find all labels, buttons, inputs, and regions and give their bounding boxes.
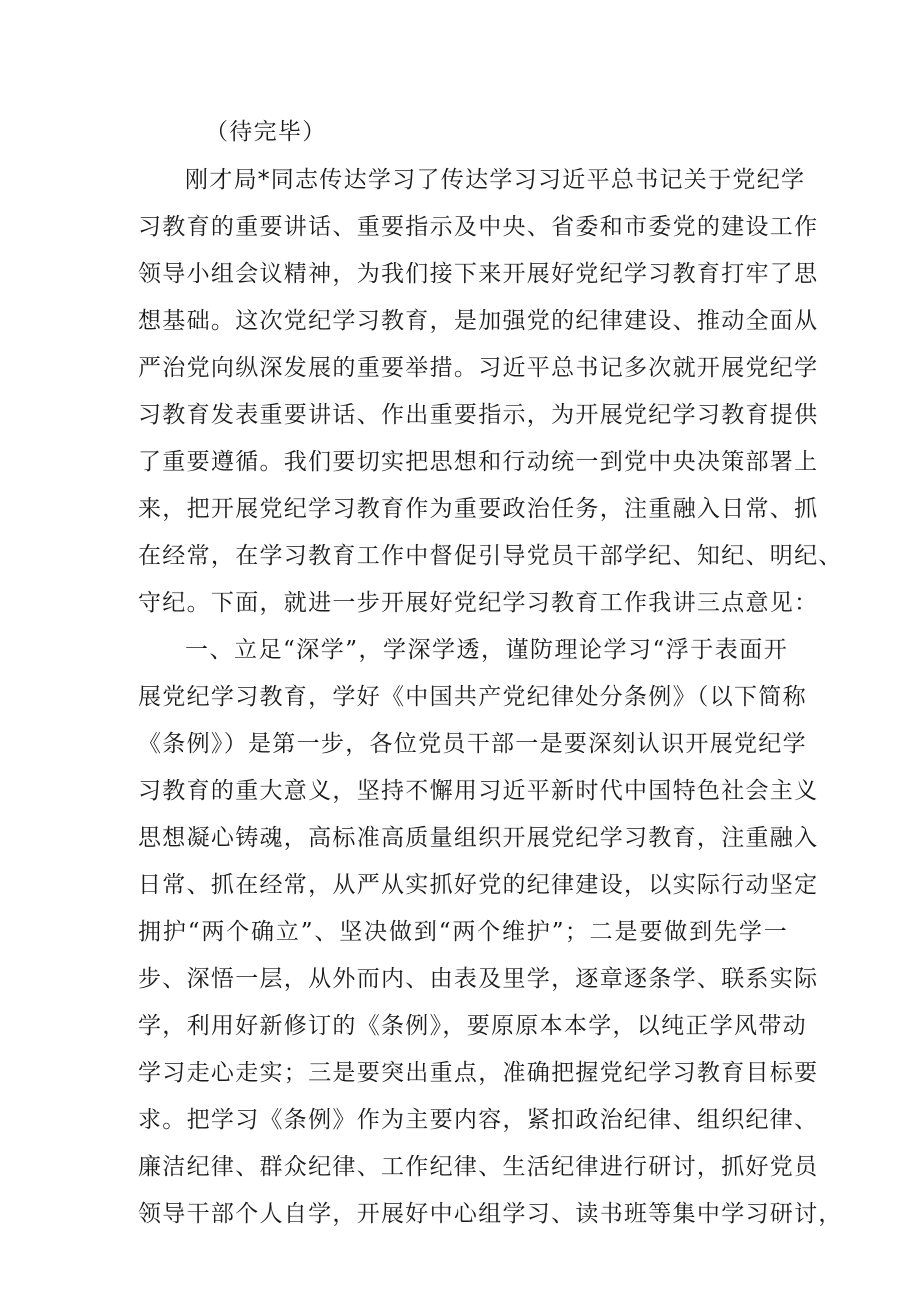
text-line: 习教育的重大意义，坚持不懈用习近平新时代中国特色社会主义 xyxy=(138,778,819,804)
text-line: 思想凝心铸魂，高标准高质量组织开展党纪学习教育，注重融入 xyxy=(138,825,819,851)
text-line: 想基础。这次党纪学习教育，是加强党的纪律建设、推动全面从 xyxy=(138,308,819,334)
text-line: 守纪。下面，就进一步开展好党纪学习教育工作我讲三点意见： xyxy=(138,590,819,616)
text-line: 拥护“两个确立”、坚决做到“两个维护”；二是要做到先学一 xyxy=(138,919,788,945)
text-line: 学，利用好新修订的《条例》，要原原本本学，以纯正学风带动 xyxy=(138,1013,807,1039)
text-line: 领导干部个人自学，开展好中心组学习、读书班等集中学习研讨， xyxy=(138,1201,843,1227)
text-line: 《条例》）是第一步，各位党员干部一是要深刻认识开展党纪学 xyxy=(138,731,807,757)
text-line: 在经常，在学习教育工作中督促引导党员干部学纪、知纪、明纪、 xyxy=(138,543,843,569)
text-line: 求。把学习《条例》作为主要内容，紧扣政治纪律、组织纪律、 xyxy=(138,1107,819,1133)
text-line: 一、立足“深学”，学深学透，谨防理论学习“浮于表面开 xyxy=(185,637,788,663)
text-line: 习教育发表重要讲话、作出重要指示，为开展党纪学习教育提供 xyxy=(138,402,819,428)
text-line: 学习走心走实；三是要突出重点，准确把握党纪学习教育目标要 xyxy=(138,1060,819,1086)
closing-note: （待完毕） xyxy=(205,119,327,145)
text-line: 展党纪学习教育，学好《中国共产党纪律处分条例》（以下简称 xyxy=(138,684,807,710)
text-line: 来，把开展党纪学习教育作为重要政治任务，注重融入日常、抓 xyxy=(138,496,819,522)
text-line: 严治党向纵深发展的重要举措。习近平总书记多次就开展党纪学 xyxy=(138,355,819,381)
text-line: 习教育的重要讲话、重要指示及中央、省委和市委党的建设工作 xyxy=(138,214,819,240)
text-line: 了重要遵循。我们要切实把思想和行动统一到党中央决策部署上 xyxy=(138,449,819,475)
text-line: 日常、抓在经常，从严从实抓好党的纪律建设，以实际行动坚定 xyxy=(138,872,819,898)
text-line: 领导小组会议精神，为我们接下来开展好党纪学习教育打牢了思 xyxy=(138,261,819,287)
text-line: 步、深悟一层，从外而内、由表及里学，逐章逐条学、联系实际 xyxy=(138,966,819,992)
text-line: 廉洁纪律、群众纪律、工作纪律、生活纪律进行研讨，抓好党员 xyxy=(138,1154,819,1180)
text-line: 刚才局*同志传达学习了传达学习习近平总书记关于党纪学 xyxy=(185,167,806,193)
